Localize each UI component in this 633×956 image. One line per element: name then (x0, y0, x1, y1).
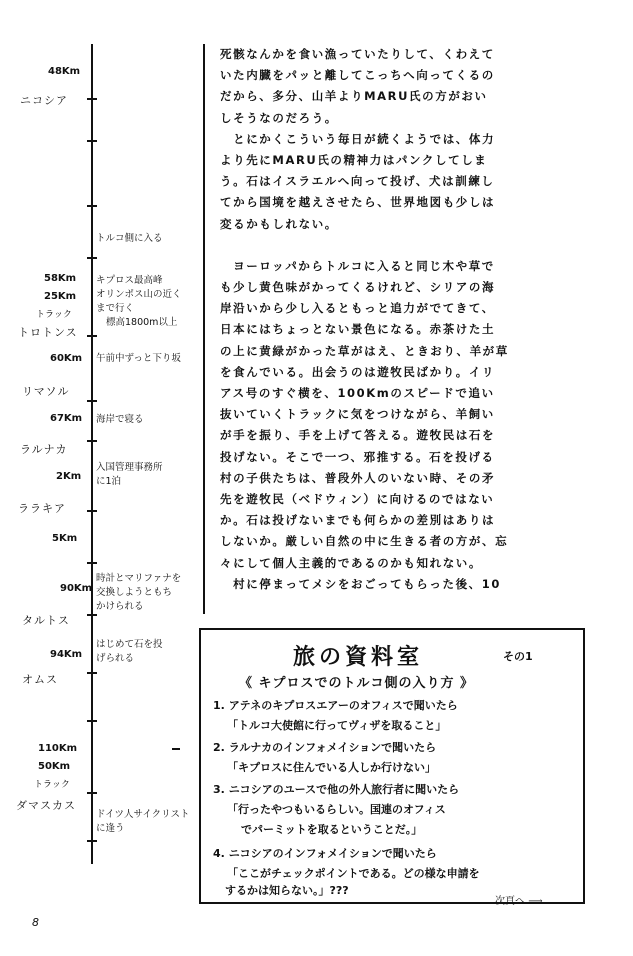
route-note-line: かけられる (96, 601, 144, 612)
box-item-text: アテネのキプロスエアーのオフィスで聞いたら (228, 699, 458, 712)
timeline-tick (87, 335, 97, 337)
distance-label: 110Km (38, 743, 78, 754)
route-note (96, 274, 182, 330)
box-item (213, 780, 459, 840)
body-text (220, 44, 592, 595)
box-number: その1 (503, 650, 533, 663)
place-label: ダマスカス (16, 799, 76, 812)
body-line: か。石は投げないまでも何らかの差別はありは (220, 513, 496, 528)
timeline-tick (87, 400, 97, 402)
route-note (96, 413, 144, 427)
box-item-text: ニコシアのインフォメイションで聞いたら (228, 847, 437, 860)
timeline-tick (87, 720, 97, 722)
body-line: しないか。厳しい自然の中に生きる者の方が、忘 (220, 534, 509, 549)
box-item (213, 844, 480, 884)
place-label: ラルナカ (20, 443, 68, 456)
route-note-line: げられる (96, 653, 135, 664)
route-note (96, 232, 163, 246)
box-item-quote: でパーミットを取るということだ。」 (241, 823, 423, 836)
distance-label: 67Km (50, 413, 83, 424)
box-item-number: 1. (213, 699, 225, 712)
next-page-note (495, 892, 543, 907)
route-note-line: に1泊 (96, 476, 122, 487)
distance-label: 58Km (44, 273, 77, 284)
body-line: 抜いていくトラックに気をつけながら、羊飼い (220, 407, 495, 422)
box-item-number: 4. (213, 847, 225, 860)
timeline-tick (87, 510, 97, 512)
body-line (220, 235, 592, 256)
body-line: ヨーロッパからトルコに入ると同じ木や草で (220, 258, 495, 273)
route-note (96, 352, 181, 366)
route-note-line: 標高1800m以上 (106, 317, 178, 328)
box-item (213, 738, 436, 778)
body-line: より先にMARU氏の精神力はパンクしてしま (220, 153, 488, 168)
body-line: の上に黄緑がかった草がはえ、ときおり、羊が草 (220, 343, 509, 358)
body-line: を食んでいる。出会うのは遊牧民ばかり。イリ (220, 364, 496, 379)
body-line: 先を遊牧民（ベドウィン）に向けるのではない (220, 492, 495, 507)
box-item-quote: 「トルコ大使館に行ってヴィザを取ること」 (227, 719, 447, 732)
timeline-tick (87, 140, 97, 142)
box-item-text: ニコシアのユースで他の外人旅行者に聞いたら (228, 783, 460, 796)
place-label: ララキア (18, 502, 66, 515)
route-note-line: オリンポス山の近く (96, 289, 182, 300)
page-number: 8 (32, 916, 39, 929)
info-box (199, 628, 585, 907)
timeline-tick (87, 205, 97, 207)
route-note (96, 572, 181, 614)
body-line: 変るかもしれない。 (220, 216, 338, 231)
body-line: 々にして個人主義的であるのかも知れない。 (220, 555, 482, 570)
distance-label: 94Km (50, 649, 83, 660)
box-item-number: 2. (213, 741, 225, 754)
distance-label: 50Km (38, 761, 71, 772)
route-note (96, 638, 163, 666)
route-note-line: 時計とマリファナを (96, 573, 182, 584)
column-divider (203, 44, 205, 614)
body-line: 日本にはちょっとない景色になる。赤茶けた土 (220, 322, 496, 337)
timeline-tick (87, 440, 97, 442)
route-note-line: キプロス最高峰 (96, 275, 163, 286)
route-note-line: 交換しようともち (96, 587, 173, 598)
body-line: が手を振り、手を上げて答える。遊牧民は石を (220, 428, 496, 443)
body-line: だから、多分、山羊よりMARU氏の方がおい (220, 89, 488, 104)
box-item-quote: 「ここがチェックポイントである。どの様な申請を (227, 867, 480, 880)
timeline-mark (172, 748, 180, 750)
route-note-line: トルコ側に入る (96, 233, 163, 244)
timeline-tick (87, 840, 97, 842)
route-note-line: まで行く (96, 303, 135, 314)
body-line: 村の子供たちは、普段外人のいない時、その矛 (220, 470, 496, 485)
distance-label: トラック (34, 780, 70, 790)
timeline-axis (91, 44, 93, 864)
route-note (96, 808, 189, 836)
body-line: しそうなのだろう。 (220, 110, 338, 125)
arrow-icon: ⟶ (528, 896, 543, 907)
route-note-line: 午前中ずっと下り坂 (96, 353, 181, 364)
route-note-line: はじめて石を投 (96, 639, 163, 650)
place-label: リマソル (22, 385, 70, 398)
box-item (213, 696, 458, 736)
distance-label: 25Km (44, 291, 77, 302)
place-label: トロトンス (18, 326, 78, 339)
route-note-line: ドイツ人サイクリスト (96, 809, 190, 820)
box-item-text: ラルナカのインフォメイションで聞いたら (228, 741, 437, 754)
body-line: も少し黄色味がかってくるけれど、シリアの海 (220, 280, 496, 295)
box-subtitle: 《 キプロスでのトルコ側の入り方 》 (239, 676, 475, 691)
box-item-number: 3. (213, 783, 225, 796)
route-note-line: 海岸で寝る (96, 414, 144, 425)
distance-label: 90Km (60, 583, 93, 594)
route-note-line: 入国管理事務所 (96, 462, 163, 473)
body-line: てから国境を越えさせたら、世界地図も少しは (220, 195, 496, 210)
distance-label: トラック (36, 310, 72, 320)
box-item-quote: 「キプロスに住んでいる人しか行けない」 (227, 761, 436, 774)
route-note-line: に逢う (96, 823, 125, 834)
place-label: ニコシア (20, 94, 68, 107)
place-label: オムス (22, 673, 58, 686)
timeline-tick (87, 257, 97, 259)
timeline-tick (87, 792, 97, 794)
box-item-quote: するかは知らない。」??? (225, 884, 349, 897)
timeline-tick (87, 672, 97, 674)
timeline-tick (87, 562, 97, 564)
route-note (96, 461, 163, 489)
body-line: 岸沿いから少し入るともっと追力がでてきて、 (220, 301, 495, 316)
body-line: いた内臓をパッと離してこっちへ向ってくるの (220, 68, 495, 83)
body-line: 死骸なんかを食い漁っていたりして、くわえて (220, 47, 495, 61)
body-line: 投げない。そこで一つ、邪推する。石を投げる (220, 449, 495, 464)
next-page-label: 次頁へ (495, 896, 525, 907)
body-line: アス号のすぐ横を、100Kmのスピードで追い (220, 386, 495, 401)
body-line: う。石はイスラエルへ向って投げ、犬は訓練し (220, 174, 495, 189)
timeline-tick (87, 98, 97, 100)
distance-label: 48Km (48, 66, 81, 77)
body-line: 村に停まってメシをおごってもらった後、10 (220, 576, 501, 591)
box-item-quote: 「行ったやつもいるらしい。国連のオフィス (227, 803, 446, 816)
distance-label: 2Km (56, 471, 82, 482)
distance-label: 5Km (52, 533, 78, 544)
body-line: とにかくこういう毎日が続くようでは、体力 (220, 131, 496, 146)
timeline-tick (87, 614, 97, 616)
place-label: タルトス (22, 614, 70, 627)
distance-label: 60Km (50, 353, 83, 364)
box-title: 旅の資料室 (293, 644, 424, 670)
